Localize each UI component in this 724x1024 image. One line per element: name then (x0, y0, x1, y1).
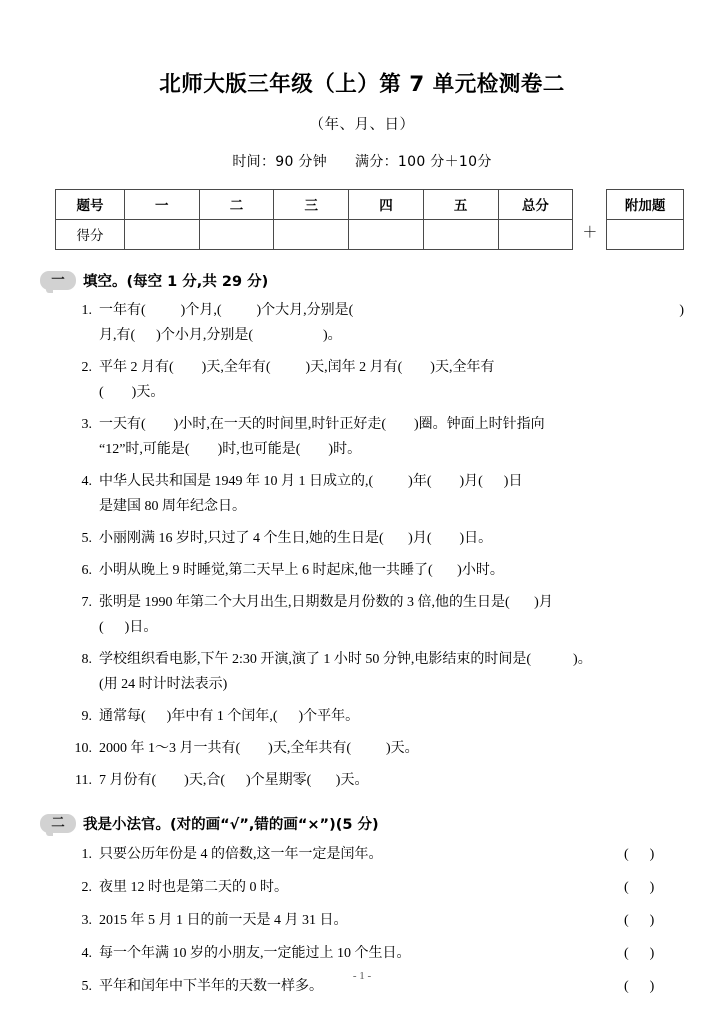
page-subtitle: （年、月、日） (309, 116, 415, 133)
question-body (99, 526, 684, 551)
question-line: 小丽刚满 16 岁时,只过了 4 个生日,她的生日是( )月( )日。 (99, 530, 493, 546)
table-row-question-numbers (56, 189, 573, 219)
question-item (40, 647, 684, 697)
question-line: 小明从晚上 9 时睡觉,第二天早上 6 时起床,他一共睡了( )小时。 (99, 562, 504, 578)
question-line: “12”时,可能是( )时,也可能是( )时。 (99, 441, 362, 457)
question-number: 10. (74, 740, 92, 756)
fill-in-blank-list (40, 298, 684, 793)
question-line: 通常每( )年中有 1 个闰年,( )个平年。 (99, 708, 360, 724)
question-body (99, 736, 684, 761)
question-number: 2. (81, 359, 92, 375)
section-heading-1: 填空。(每空 1 分,共 29 分) (83, 273, 269, 290)
plus-sign: ＋ (582, 222, 598, 241)
question-line: 是建国 80 周年纪念日。 (99, 498, 246, 514)
score-row-label-0: 题号 (56, 189, 125, 219)
page-title: 北师大版三年级（上）第 7 单元检测卷二 (159, 72, 565, 97)
page-footer: - 1 - (352, 970, 372, 982)
total-score-label: 满分：100 分＋10分 (355, 153, 492, 170)
question-text: 只要公历年份是 4 的倍数,这一年一定是闰年。 (99, 846, 383, 862)
score-cell-3[interactable] (349, 219, 424, 249)
list-item (40, 842, 684, 867)
question-line: 一天有( )小时,在一天的时间里,时针正好走( )圈。钟面上时针指向 (99, 416, 545, 432)
score-col-header-3: 四 (349, 189, 424, 219)
extra-score-table (606, 189, 684, 250)
question-item (40, 355, 684, 405)
question-body (99, 469, 684, 519)
question-item (40, 590, 684, 640)
question-body (99, 298, 684, 348)
question-text: 2015 年 5 月 1 日的前一天是 4 月 31 日。 (99, 912, 348, 928)
question-number: 1. (81, 846, 92, 862)
question-number: 4. (81, 945, 92, 961)
question-number: 3. (81, 912, 92, 928)
question-number: 5. (81, 978, 92, 994)
question-line: 学校组织看电影,下午 2:30 开演,演了 1 小时 50 分钟,电影结束的时间是( )。 (99, 651, 592, 667)
answer-bracket[interactable]: ( ) (624, 846, 655, 862)
table-row-extra-header (607, 189, 684, 219)
section-heading-2: 我是小法官。(对的画“√”,错的画“×”)(5 分) (83, 816, 379, 833)
question-item (40, 526, 684, 551)
score-cell-0[interactable] (124, 219, 199, 249)
question-line-text: 一年有( )个月,( )个大月,分别是( (99, 302, 354, 318)
exam-meta (40, 151, 684, 171)
question-number: 9. (81, 708, 92, 724)
question-number: 3. (81, 416, 92, 432)
score-table (55, 189, 573, 250)
question-line (99, 298, 684, 323)
answer-bracket[interactable]: ( ) (624, 912, 655, 928)
answer-bracket[interactable]: ( ) (624, 945, 655, 961)
question-number: 4. (81, 473, 92, 489)
extra-col-header: 附加题 (607, 189, 684, 219)
score-row-label-1: 得分 (56, 219, 125, 249)
question-text: 每一个年满 10 岁的小朋友,一定能过上 10 个生日。 (99, 945, 411, 961)
question-text: 夜里 12 时也是第二天的 0 时。 (99, 879, 288, 895)
score-col-header-4: 五 (423, 189, 498, 219)
score-cell-4[interactable] (423, 219, 498, 249)
score-cell-2[interactable] (274, 219, 349, 249)
section-badge-2: 二 (40, 814, 76, 833)
question-line: (用 24 时计时法表示) (99, 676, 228, 692)
score-table-area (40, 189, 684, 250)
question-number: 5. (81, 530, 92, 546)
question-body (99, 768, 684, 793)
answer-bracket[interactable]: ( ) (624, 978, 655, 994)
time-label: 时间：90 分钟 (232, 153, 328, 170)
question-text: 平年和闰年中下半年的天数一样多。 (99, 978, 323, 994)
question-number: 2. (81, 879, 92, 895)
table-row-scores (56, 219, 573, 249)
question-number: 1. (81, 302, 92, 318)
question-line: 张明是 1990 年第二个大月出生,日期数是月份数的 3 倍,他的生日是( )月 (99, 594, 553, 610)
question-line: 平年 2 月有( )天,全年有( )天,闰年 2 月有( )天,全年有 (99, 359, 495, 375)
score-col-header-1: 二 (199, 189, 274, 219)
question-body (99, 355, 684, 405)
question-body (99, 704, 684, 729)
score-cell-total[interactable] (498, 219, 573, 249)
question-line: ( )天。 (99, 384, 165, 400)
question-item (40, 298, 684, 348)
section-header-2 (40, 813, 684, 834)
score-col-header-0: 一 (124, 189, 199, 219)
list-item (40, 908, 684, 933)
section-header-1 (40, 270, 684, 291)
question-item (40, 558, 684, 583)
list-item (40, 875, 684, 900)
question-item (40, 768, 684, 793)
answer-bracket[interactable]: ( ) (624, 879, 655, 895)
extra-score-cell[interactable] (607, 219, 684, 249)
question-number: 8. (81, 651, 92, 667)
question-line-trailing: ) (679, 302, 684, 318)
question-item (40, 736, 684, 761)
question-body (99, 647, 684, 697)
question-number: 6. (81, 562, 92, 578)
question-line: 2000 年 1～3 月一共有( )天,全年共有( )天。 (99, 740, 419, 756)
question-body (99, 558, 684, 583)
score-col-header-2: 三 (274, 189, 349, 219)
score-cell-1[interactable] (199, 219, 274, 249)
question-item (40, 704, 684, 729)
section-badge-1: 一 (40, 271, 76, 290)
question-body (99, 412, 684, 462)
question-line: ( )日。 (99, 619, 158, 635)
list-item (40, 941, 684, 966)
question-line: 7 月份有( )天,合( )个星期零( )天。 (99, 772, 369, 788)
question-line: 月,有( )个小月,分别是( )。 (99, 327, 342, 343)
question-body (99, 590, 684, 640)
table-row-extra-score (607, 219, 684, 249)
question-item (40, 412, 684, 462)
question-number: 7. (81, 594, 92, 610)
question-number: 11. (75, 772, 92, 788)
question-line: 中华人民共和国是 1949 年 10 月 1 日成立的,( )年( )月( )日 (99, 473, 523, 489)
score-col-header-total: 总分 (498, 189, 573, 219)
question-item (40, 469, 684, 519)
